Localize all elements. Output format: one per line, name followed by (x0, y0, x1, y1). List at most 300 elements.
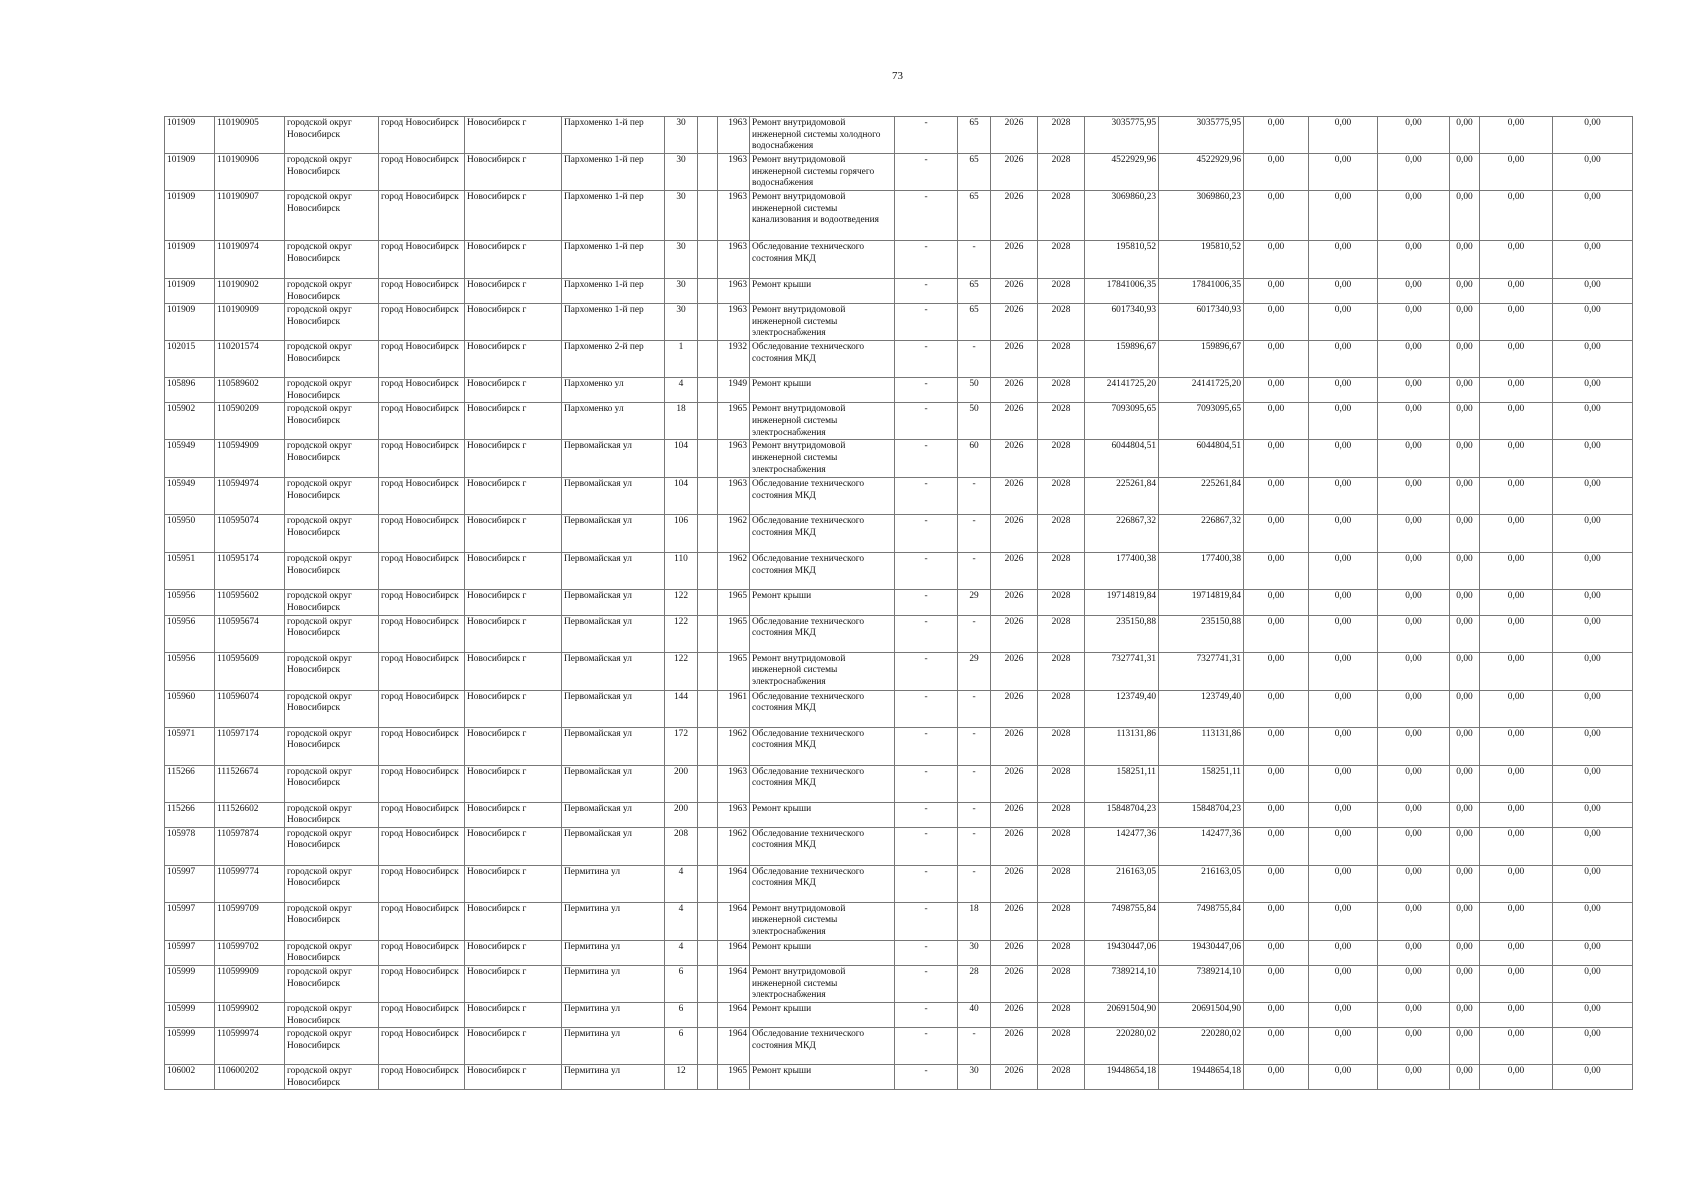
cost-total-cell: 177400,38 (1085, 553, 1159, 590)
work-id-cell: 110190902 (215, 279, 285, 304)
municipal-district-cell: городской округ Новосибирск (285, 765, 379, 802)
cost-federal-cell: 0,00 (1244, 690, 1309, 727)
building-cell (698, 341, 718, 378)
cost-regional-cell: 0,00 (1309, 1028, 1378, 1065)
wear-percent-cell: - (895, 590, 958, 615)
start-year-cell: 2026 (991, 515, 1038, 553)
building-cell (698, 241, 718, 279)
year-built-cell: 1961 (718, 690, 750, 727)
cost-federal-cell: 0,00 (1244, 865, 1309, 902)
cost-fund-cell: 142477,36 (1159, 827, 1244, 865)
cost-owners-cell: 0,00 (1450, 865, 1480, 902)
year-built-cell: 1964 (718, 940, 750, 965)
cost-extra-cell: 0,00 (1553, 590, 1633, 615)
cost-other-cell: 0,00 (1480, 191, 1553, 241)
settlement-cell: город Новосибирск (379, 827, 465, 865)
settlement-cell: город Новосибирск (379, 902, 465, 940)
house-number-cell: 6 (665, 1028, 698, 1065)
cost-other-cell: 0,00 (1480, 965, 1553, 1002)
cost-total-cell: 7498755,84 (1085, 902, 1159, 940)
locality-cell: Новосибирск г (465, 1002, 562, 1027)
cost-local-cell: 0,00 (1378, 765, 1450, 802)
cost-local-cell: 0,00 (1378, 902, 1450, 940)
cost-other-cell: 0,00 (1480, 1028, 1553, 1065)
cost-extra-cell: 0,00 (1553, 765, 1633, 802)
house-number-cell: 6 (665, 965, 698, 1002)
municipal-district-cell: городской округ Новосибирск (285, 378, 379, 403)
locality-cell: Новосибирск г (465, 827, 562, 865)
settlement-cell: город Новосибирск (379, 765, 465, 802)
cost-other-cell: 0,00 (1480, 727, 1553, 765)
municipal-district-cell: городской округ Новосибирск (285, 865, 379, 902)
street-cell: Пермитина ул (562, 902, 665, 940)
cost-total-cell: 15848704,23 (1085, 802, 1159, 827)
cost-owners-cell: 0,00 (1450, 652, 1480, 690)
house-number-cell: 122 (665, 652, 698, 690)
start-year-cell: 2026 (991, 1028, 1038, 1065)
street-cell: Первомайская ул (562, 690, 665, 727)
settlement-cell: город Новосибирск (379, 865, 465, 902)
cost-extra-cell: 0,00 (1553, 615, 1633, 652)
end-year-cell: 2028 (1038, 515, 1085, 553)
table-row (165, 154, 1633, 191)
work-type-cell: Обследование технического состояния МКД (750, 241, 895, 279)
cost-federal-cell: 0,00 (1244, 241, 1309, 279)
cost-extra-cell: 0,00 (1553, 241, 1633, 279)
cost-total-cell: 20691504,90 (1085, 1002, 1159, 1027)
locality-cell: Новосибирск г (465, 765, 562, 802)
cost-total-cell: 3069860,23 (1085, 191, 1159, 241)
work-type-cell: Ремонт крыши (750, 378, 895, 403)
cost-extra-cell: 0,00 (1553, 553, 1633, 590)
cost-regional-cell: 0,00 (1309, 241, 1378, 279)
record-id-cell: 101909 (165, 279, 215, 304)
cost-other-cell: 0,00 (1480, 154, 1553, 191)
wear-cell: - (958, 865, 991, 902)
settlement-cell: город Новосибирск (379, 615, 465, 652)
cost-extra-cell: 0,00 (1553, 191, 1633, 241)
house-number-cell: 208 (665, 827, 698, 865)
locality-cell: Новосибирск г (465, 241, 562, 279)
work-id-cell: 110190909 (215, 304, 285, 341)
work-id-cell: 110201574 (215, 341, 285, 378)
cost-federal-cell: 0,00 (1244, 940, 1309, 965)
wear-percent-cell: - (895, 478, 958, 515)
record-id-cell: 105999 (165, 965, 215, 1002)
start-year-cell: 2026 (991, 902, 1038, 940)
cost-total-cell: 6044804,51 (1085, 440, 1159, 478)
cost-extra-cell: 0,00 (1553, 1028, 1633, 1065)
end-year-cell: 2028 (1038, 1002, 1085, 1027)
record-id-cell: 105997 (165, 865, 215, 902)
municipal-district-cell: городской округ Новосибирск (285, 827, 379, 865)
cost-local-cell: 0,00 (1378, 553, 1450, 590)
house-number-cell: 30 (665, 241, 698, 279)
locality-cell: Новосибирск г (465, 652, 562, 690)
house-number-cell: 1 (665, 341, 698, 378)
work-type-cell: Обследование технического состояния МКД (750, 865, 895, 902)
cost-local-cell: 0,00 (1378, 154, 1450, 191)
end-year-cell: 2028 (1038, 1065, 1085, 1090)
wear-percent-cell: - (895, 865, 958, 902)
cost-owners-cell: 0,00 (1450, 940, 1480, 965)
cost-fund-cell: 7327741,31 (1159, 652, 1244, 690)
year-built-cell: 1963 (718, 802, 750, 827)
locality-cell: Новосибирск г (465, 590, 562, 615)
cost-local-cell: 0,00 (1378, 802, 1450, 827)
cost-federal-cell: 0,00 (1244, 515, 1309, 553)
table-row (165, 940, 1633, 965)
table-row (165, 1028, 1633, 1065)
year-built-cell: 1963 (718, 440, 750, 478)
work-id-cell: 110595074 (215, 515, 285, 553)
building-cell (698, 154, 718, 191)
cost-fund-cell: 226867,32 (1159, 515, 1244, 553)
locality-cell: Новосибирск г (465, 478, 562, 515)
street-cell: Первомайская ул (562, 440, 665, 478)
locality-cell: Новосибирск г (465, 690, 562, 727)
cost-owners-cell: 0,00 (1450, 515, 1480, 553)
street-cell: Пермитина ул (562, 965, 665, 1002)
municipal-district-cell: городской округ Новосибирск (285, 341, 379, 378)
record-id-cell: 106002 (165, 1065, 215, 1090)
wear-percent-cell: - (895, 1028, 958, 1065)
cost-total-cell: 142477,36 (1085, 827, 1159, 865)
cost-extra-cell: 0,00 (1553, 403, 1633, 440)
cost-fund-cell: 3035775,95 (1159, 117, 1244, 154)
work-id-cell: 110597174 (215, 727, 285, 765)
end-year-cell: 2028 (1038, 304, 1085, 341)
end-year-cell: 2028 (1038, 902, 1085, 940)
wear-percent-cell: - (895, 241, 958, 279)
table-row (165, 117, 1633, 154)
work-id-cell: 110599709 (215, 902, 285, 940)
street-cell: Первомайская ул (562, 553, 665, 590)
street-cell: Пархоменко 1-й пер (562, 241, 665, 279)
cost-regional-cell: 0,00 (1309, 765, 1378, 802)
cost-other-cell: 0,00 (1480, 279, 1553, 304)
cost-local-cell: 0,00 (1378, 690, 1450, 727)
cost-federal-cell: 0,00 (1244, 341, 1309, 378)
cost-fund-cell: 17841006,35 (1159, 279, 1244, 304)
cost-regional-cell: 0,00 (1309, 478, 1378, 515)
street-cell: Пархоменко 1-й пер (562, 154, 665, 191)
cost-fund-cell: 7389214,10 (1159, 965, 1244, 1002)
street-cell: Пархоменко 1-й пер (562, 279, 665, 304)
work-id-cell: 111526602 (215, 802, 285, 827)
municipal-district-cell: городской округ Новосибирск (285, 690, 379, 727)
start-year-cell: 2026 (991, 478, 1038, 515)
wear-cell: - (958, 553, 991, 590)
record-id-cell: 105902 (165, 403, 215, 440)
record-id-cell: 101909 (165, 117, 215, 154)
cost-fund-cell: 6044804,51 (1159, 440, 1244, 478)
house-number-cell: 4 (665, 378, 698, 403)
street-cell: Первомайская ул (562, 515, 665, 553)
cost-owners-cell: 0,00 (1450, 279, 1480, 304)
house-number-cell: 104 (665, 440, 698, 478)
start-year-cell: 2026 (991, 727, 1038, 765)
cost-fund-cell: 113131,86 (1159, 727, 1244, 765)
building-cell (698, 590, 718, 615)
cost-local-cell: 0,00 (1378, 279, 1450, 304)
wear-percent-cell: - (895, 765, 958, 802)
cost-owners-cell: 0,00 (1450, 378, 1480, 403)
record-id-cell: 105956 (165, 590, 215, 615)
table-row (165, 341, 1633, 378)
work-type-cell: Ремонт внутридомовой инженерной системы холодного водоснабжения (750, 117, 895, 154)
cost-extra-cell: 0,00 (1553, 652, 1633, 690)
cost-extra-cell: 0,00 (1553, 940, 1633, 965)
work-type-cell: Обследование технического состояния МКД (750, 827, 895, 865)
work-id-cell: 110599974 (215, 1028, 285, 1065)
year-built-cell: 1963 (718, 304, 750, 341)
work-id-cell: 110190907 (215, 191, 285, 241)
cost-other-cell: 0,00 (1480, 1065, 1553, 1090)
work-id-cell: 110599909 (215, 965, 285, 1002)
cost-local-cell: 0,00 (1378, 652, 1450, 690)
wear-percent-cell: - (895, 1065, 958, 1090)
wear-cell: - (958, 478, 991, 515)
locality-cell: Новосибирск г (465, 341, 562, 378)
cost-local-cell: 0,00 (1378, 341, 1450, 378)
locality-cell: Новосибирск г (465, 1028, 562, 1065)
house-number-cell: 30 (665, 279, 698, 304)
year-built-cell: 1963 (718, 279, 750, 304)
house-number-cell: 30 (665, 117, 698, 154)
locality-cell: Новосибирск г (465, 727, 562, 765)
street-cell: Первомайская ул (562, 478, 665, 515)
work-type-cell: Ремонт внутридомовой инженерной системы электроснабжения (750, 304, 895, 341)
municipal-district-cell: городской округ Новосибирск (285, 1028, 379, 1065)
start-year-cell: 2026 (991, 802, 1038, 827)
work-id-cell: 110589602 (215, 378, 285, 403)
wear-cell: 65 (958, 304, 991, 341)
cost-regional-cell: 0,00 (1309, 553, 1378, 590)
cost-local-cell: 0,00 (1378, 965, 1450, 1002)
work-id-cell: 110190974 (215, 241, 285, 279)
locality-cell: Новосибирск г (465, 553, 562, 590)
street-cell: Пархоменко ул (562, 378, 665, 403)
end-year-cell: 2028 (1038, 940, 1085, 965)
street-cell: Первомайская ул (562, 652, 665, 690)
wear-percent-cell: - (895, 279, 958, 304)
work-id-cell: 110597874 (215, 827, 285, 865)
year-built-cell: 1964 (718, 1028, 750, 1065)
cost-regional-cell: 0,00 (1309, 690, 1378, 727)
wear-cell: 65 (958, 117, 991, 154)
cost-regional-cell: 0,00 (1309, 279, 1378, 304)
table-row (165, 515, 1633, 553)
street-cell: Первомайская ул (562, 802, 665, 827)
cost-fund-cell: 19430447,06 (1159, 940, 1244, 965)
wear-percent-cell: - (895, 940, 958, 965)
work-id-cell: 110599774 (215, 865, 285, 902)
work-id-cell: 110595674 (215, 615, 285, 652)
street-cell: Первомайская ул (562, 727, 665, 765)
cost-other-cell: 0,00 (1480, 478, 1553, 515)
street-cell: Пархоменко ул (562, 403, 665, 440)
work-id-cell: 110600202 (215, 1065, 285, 1090)
work-type-cell: Обследование технического состояния МКД (750, 478, 895, 515)
cost-federal-cell: 0,00 (1244, 440, 1309, 478)
end-year-cell: 2028 (1038, 403, 1085, 440)
wear-cell: - (958, 827, 991, 865)
record-id-cell: 105999 (165, 1002, 215, 1027)
record-id-cell: 105949 (165, 440, 215, 478)
building-cell (698, 902, 718, 940)
cost-other-cell: 0,00 (1480, 690, 1553, 727)
cost-owners-cell: 0,00 (1450, 154, 1480, 191)
cost-local-cell: 0,00 (1378, 241, 1450, 279)
record-id-cell: 105997 (165, 902, 215, 940)
cost-total-cell: 4522929,96 (1085, 154, 1159, 191)
cost-extra-cell: 0,00 (1553, 1002, 1633, 1027)
record-id-cell: 101909 (165, 191, 215, 241)
settlement-cell: город Новосибирск (379, 440, 465, 478)
cost-owners-cell: 0,00 (1450, 727, 1480, 765)
cost-federal-cell: 0,00 (1244, 615, 1309, 652)
municipal-district-cell: городской округ Новосибирск (285, 515, 379, 553)
municipal-district-cell: городской округ Новосибирск (285, 304, 379, 341)
cost-owners-cell: 0,00 (1450, 902, 1480, 940)
municipal-district-cell: городской округ Новосибирск (285, 652, 379, 690)
house-number-cell: 4 (665, 865, 698, 902)
wear-cell: 28 (958, 965, 991, 1002)
cost-owners-cell: 0,00 (1450, 191, 1480, 241)
cost-fund-cell: 123749,40 (1159, 690, 1244, 727)
building-cell (698, 827, 718, 865)
settlement-cell: город Новосибирск (379, 590, 465, 615)
end-year-cell: 2028 (1038, 117, 1085, 154)
start-year-cell: 2026 (991, 590, 1038, 615)
cost-extra-cell: 0,00 (1553, 478, 1633, 515)
year-built-cell: 1963 (718, 765, 750, 802)
start-year-cell: 2026 (991, 154, 1038, 191)
cost-federal-cell: 0,00 (1244, 590, 1309, 615)
locality-cell: Новосибирск г (465, 1065, 562, 1090)
record-id-cell: 115266 (165, 802, 215, 827)
building-cell (698, 440, 718, 478)
year-built-cell: 1964 (718, 1002, 750, 1027)
start-year-cell: 2026 (991, 553, 1038, 590)
table-row (165, 690, 1633, 727)
end-year-cell: 2028 (1038, 765, 1085, 802)
cost-regional-cell: 0,00 (1309, 727, 1378, 765)
building-cell (698, 1028, 718, 1065)
house-number-cell: 122 (665, 615, 698, 652)
building-cell (698, 690, 718, 727)
municipal-district-cell: городской округ Новосибирск (285, 553, 379, 590)
building-cell (698, 403, 718, 440)
street-cell: Первомайская ул (562, 590, 665, 615)
building-cell (698, 940, 718, 965)
settlement-cell: город Новосибирск (379, 241, 465, 279)
house-number-cell: 6 (665, 1002, 698, 1027)
work-type-cell: Обследование технического состояния МКД (750, 727, 895, 765)
cost-extra-cell: 0,00 (1553, 965, 1633, 1002)
settlement-cell: город Новосибирск (379, 304, 465, 341)
work-type-cell: Обследование технического состояния МКД (750, 553, 895, 590)
cost-owners-cell: 0,00 (1450, 690, 1480, 727)
cost-total-cell: 159896,67 (1085, 341, 1159, 378)
cost-total-cell: 24141725,20 (1085, 378, 1159, 403)
wear-cell: 40 (958, 1002, 991, 1027)
cost-fund-cell: 6017340,93 (1159, 304, 1244, 341)
table-row (165, 191, 1633, 241)
settlement-cell: город Новосибирск (379, 279, 465, 304)
cost-federal-cell: 0,00 (1244, 802, 1309, 827)
settlement-cell: город Новосибирск (379, 378, 465, 403)
locality-cell: Новосибирск г (465, 304, 562, 341)
cost-total-cell: 123749,40 (1085, 690, 1159, 727)
cost-federal-cell: 0,00 (1244, 727, 1309, 765)
start-year-cell: 2026 (991, 1065, 1038, 1090)
house-number-cell: 12 (665, 1065, 698, 1090)
cost-local-cell: 0,00 (1378, 515, 1450, 553)
record-id-cell: 101909 (165, 304, 215, 341)
cost-regional-cell: 0,00 (1309, 403, 1378, 440)
work-id-cell: 110595609 (215, 652, 285, 690)
year-built-cell: 1962 (718, 827, 750, 865)
end-year-cell: 2028 (1038, 378, 1085, 403)
work-type-cell: Ремонт крыши (750, 802, 895, 827)
wear-cell: 50 (958, 378, 991, 403)
year-built-cell: 1964 (718, 902, 750, 940)
wear-cell: 30 (958, 940, 991, 965)
municipal-district-cell: городской округ Новосибирск (285, 940, 379, 965)
municipal-district-cell: городской округ Новосибирск (285, 117, 379, 154)
cost-regional-cell: 0,00 (1309, 154, 1378, 191)
work-type-cell: Ремонт крыши (750, 590, 895, 615)
table-row (165, 279, 1633, 304)
cost-extra-cell: 0,00 (1553, 515, 1633, 553)
cost-local-cell: 0,00 (1378, 1065, 1450, 1090)
year-built-cell: 1963 (718, 154, 750, 191)
house-number-cell: 4 (665, 940, 698, 965)
building-cell (698, 279, 718, 304)
start-year-cell: 2026 (991, 615, 1038, 652)
cost-fund-cell: 158251,11 (1159, 765, 1244, 802)
start-year-cell: 2026 (991, 965, 1038, 1002)
cost-other-cell: 0,00 (1480, 765, 1553, 802)
building-cell (698, 615, 718, 652)
cost-other-cell: 0,00 (1480, 865, 1553, 902)
cost-local-cell: 0,00 (1378, 478, 1450, 515)
cost-extra-cell: 0,00 (1553, 304, 1633, 341)
year-built-cell: 1962 (718, 515, 750, 553)
wear-cell: - (958, 241, 991, 279)
table-row (165, 378, 1633, 403)
cost-other-cell: 0,00 (1480, 378, 1553, 403)
cost-other-cell: 0,00 (1480, 117, 1553, 154)
cost-federal-cell: 0,00 (1244, 965, 1309, 1002)
cost-local-cell: 0,00 (1378, 403, 1450, 440)
building-cell (698, 304, 718, 341)
cost-owners-cell: 0,00 (1450, 765, 1480, 802)
cost-regional-cell: 0,00 (1309, 1065, 1378, 1090)
settlement-cell: город Новосибирск (379, 965, 465, 1002)
wear-percent-cell: - (895, 827, 958, 865)
wear-cell: 18 (958, 902, 991, 940)
start-year-cell: 2026 (991, 341, 1038, 378)
wear-percent-cell: - (895, 652, 958, 690)
cost-regional-cell: 0,00 (1309, 827, 1378, 865)
street-cell: Первомайская ул (562, 765, 665, 802)
locality-cell: Новосибирск г (465, 865, 562, 902)
wear-cell: 65 (958, 191, 991, 241)
record-id-cell: 105950 (165, 515, 215, 553)
